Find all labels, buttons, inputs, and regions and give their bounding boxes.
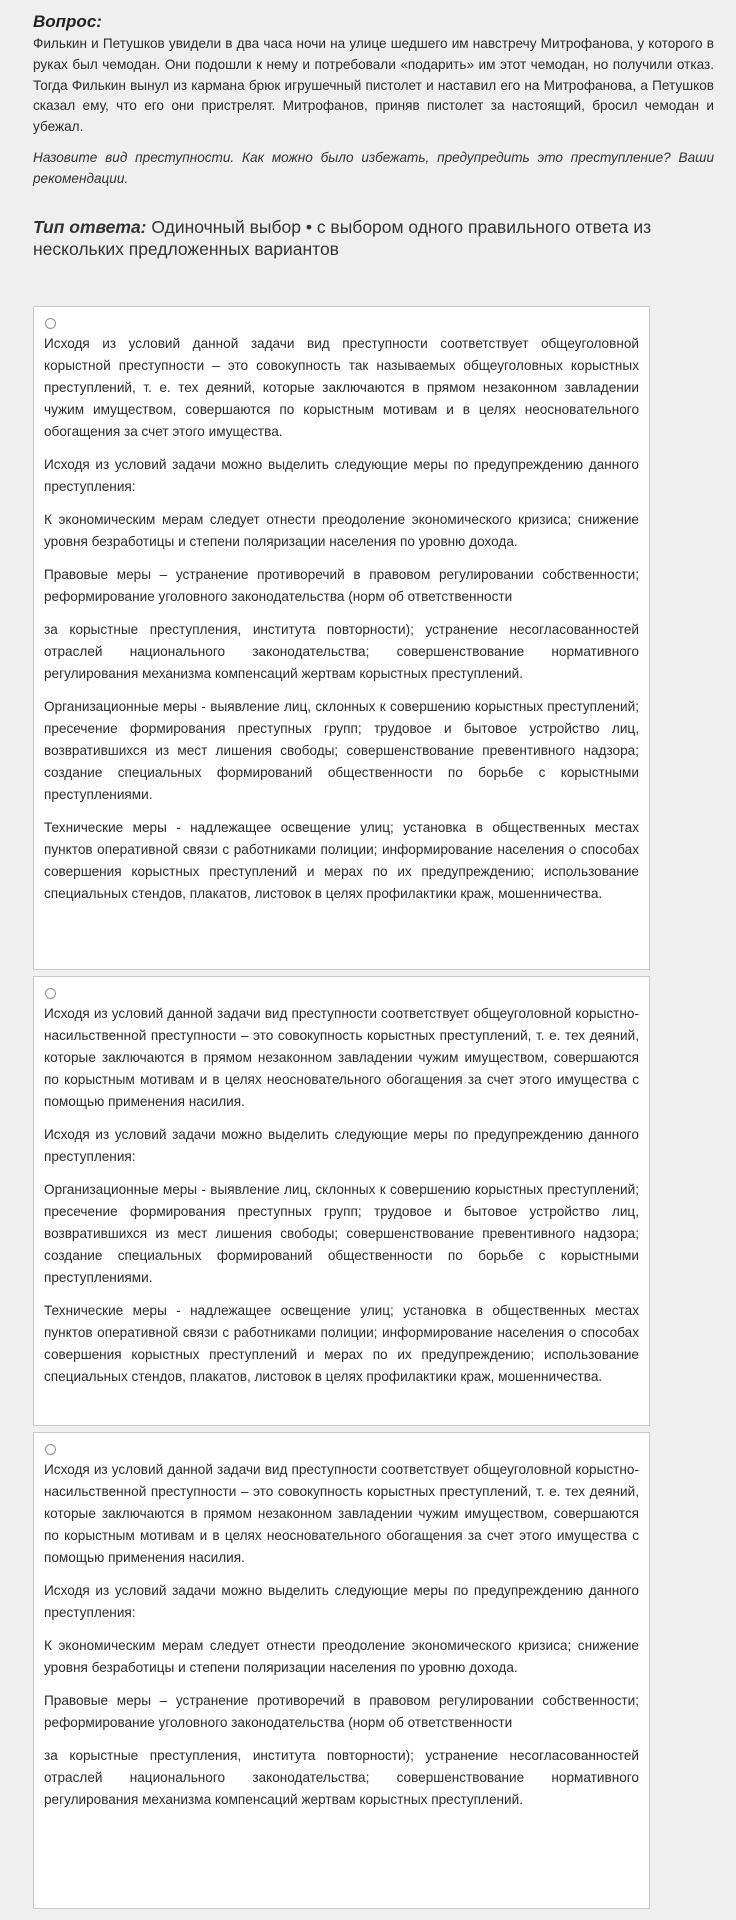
- option-paragraph: Исходя из условий задачи можно выделить следующие меры по предупреждению данного преступления:: [44, 456, 639, 494]
- answer-option-2[interactable]: [33, 976, 650, 1426]
- option-paragraph: Исходя из условий данной задачи вид преступности соответствует общеуголовной корыстной преступности – это совокупность так называемых общеуголовных корыстных преступлений, т. е. тех деяний, которые заключаются в прямом незаконном завладении чужим имуществом, совершаются по корыстным мотивам и в целях неосновательного обогащения за счет этого имущества.: [44, 335, 639, 439]
- option-paragraph: Организационные меры - выявление лиц, склонных к совершению корыстных преступлений; пресечение формирования преступных групп; трудовое и бытовое устройство лиц, возвратившихся из мест лишения свободы; совершенствование превентивного надзора; создание специальных формирований общественности по борьбе с корыстными преступлениями.: [44, 698, 639, 802]
- radio-button[interactable]: [45, 318, 56, 329]
- option-paragraph: К экономическим мерам следует отнести преодоление экономического кризиса; снижение уровня безработицы и степени поляризации населения по уровню дохода.: [44, 1637, 639, 1675]
- option-paragraph: Исходя из условий данной задачи вид преступности соответствует общеуголовной корыстно-насильственной преступности – это совокупность корыстных преступлений, т. е. тех деяний, которые заключаются в прямом незаконном завладении чужим имуществом, совершаются по корыстным мотивам и в целях неосновательного обогащения за счет этого имущества с помощью применения насилия.: [44, 1461, 639, 1565]
- option-paragraph: Организационные меры - выявление лиц, склонных к совершению корыстных преступлений; пресечение формирования преступных групп; трудовое и бытовое устройство лиц, возвратившихся из мест лишения свободы; совершенствование превентивного надзора; создание специальных формирований общественности по борьбе с корыстными преступлениями.: [44, 1181, 639, 1285]
- option-paragraph: Исходя из условий данной задачи вид преступности соответствует общеуголовной корыстно-насильственной преступности – это совокупность корыстных преступлений, т. е. тех деяний, которые заключаются в прямом незаконном завладении чужим имуществом, совершаются по корыстным мотивам и в целях неосновательного обогащения за счет этого имущества с помощью применения насилия.: [44, 1005, 639, 1109]
- answer-type-value: Одиночный выбор • с выбором одного правильного ответа из нескольких предложенных вариантов: [33, 216, 652, 259]
- option-paragraph: Правовые меры – устранение противоречий в правовом регулировании собственности; реформирование уголовного законодательства (норм об ответственности: [44, 1692, 639, 1730]
- option-paragraph: за корыстные преступления, института повторности); устранение несогласованностей отраслей национального законодательства; совершенствование нормативного регулирования механизма компенсаций жертвам корыстных преступлений.: [44, 1747, 639, 1807]
- option-paragraph: Исходя из условий задачи можно выделить следующие меры по предупреждению данного преступления:: [44, 1126, 639, 1164]
- option-paragraph: за корыстные преступления, института повторности); устранение несогласованностей отраслей национального законодательства; совершенствование нормативного регулирования механизма компенсаций жертвам корыстных преступлений.: [44, 621, 639, 681]
- option-paragraph: К экономическим мерам следует отнести преодоление экономического кризиса; снижение уровня безработицы и степени поляризации населения по уровню дохода.: [44, 511, 639, 549]
- radio-button[interactable]: [45, 1444, 56, 1455]
- answer-type-label: Тип ответа:: [33, 216, 147, 237]
- option-paragraph: Исходя из условий задачи можно выделить следующие меры по предупреждению данного преступления:: [44, 1582, 639, 1620]
- radio-button[interactable]: [45, 988, 56, 999]
- answer-options: [33, 306, 714, 1909]
- answer-type: [33, 216, 714, 260]
- question-text: Филькин и Петушков увидели в два часа ночи на улице шедшего им навстречу Митрофанова, у которого в руках был чемодан. Они подошли к нему и потребовали «подарить» им этот чемодан, но получили отказ. Тогда Филькин вынул из кармана брюк игрушечный пистолет и наставил его на Митрофанова, а Петушков сказал ему, что его они пристрелят. Митрофанов, приняв пистолет за настоящий, бросил чемодан и убежал.: [33, 36, 714, 135]
- option-paragraph: Технические меры - надлежащее освещение улиц; установка в общественных местах пунктов оперативной связи с работниками полиции; информирование населения о способах совершения корыстных преступлений и мерах по их предупреждению; использование специальных стендов, плакатов, листовок в целях профилактики краж, мошенничества.: [44, 1302, 639, 1384]
- answer-option-1[interactable]: [33, 306, 650, 970]
- answer-option-3[interactable]: [33, 1432, 650, 1909]
- question-task: Назовите вид преступности. Как можно было избежать, предупредить это преступление? Ваши рекомендации.: [33, 149, 714, 186]
- option-paragraph: Технические меры - надлежащее освещение улиц; установка в общественных местах пунктов оперативной связи с работниками полиции; информирование населения о способах совершения корыстных преступлений и мерах по их предупреждению; использование специальных стендов, плакатов, листовок в целях профилактики краж, мошенничества.: [44, 819, 639, 901]
- question-title: Вопрос:: [33, 12, 102, 31]
- option-paragraph: Правовые меры – устранение противоречий в правовом регулировании собственности; реформирование уголовного законодательства (норм об ответственности: [44, 566, 639, 604]
